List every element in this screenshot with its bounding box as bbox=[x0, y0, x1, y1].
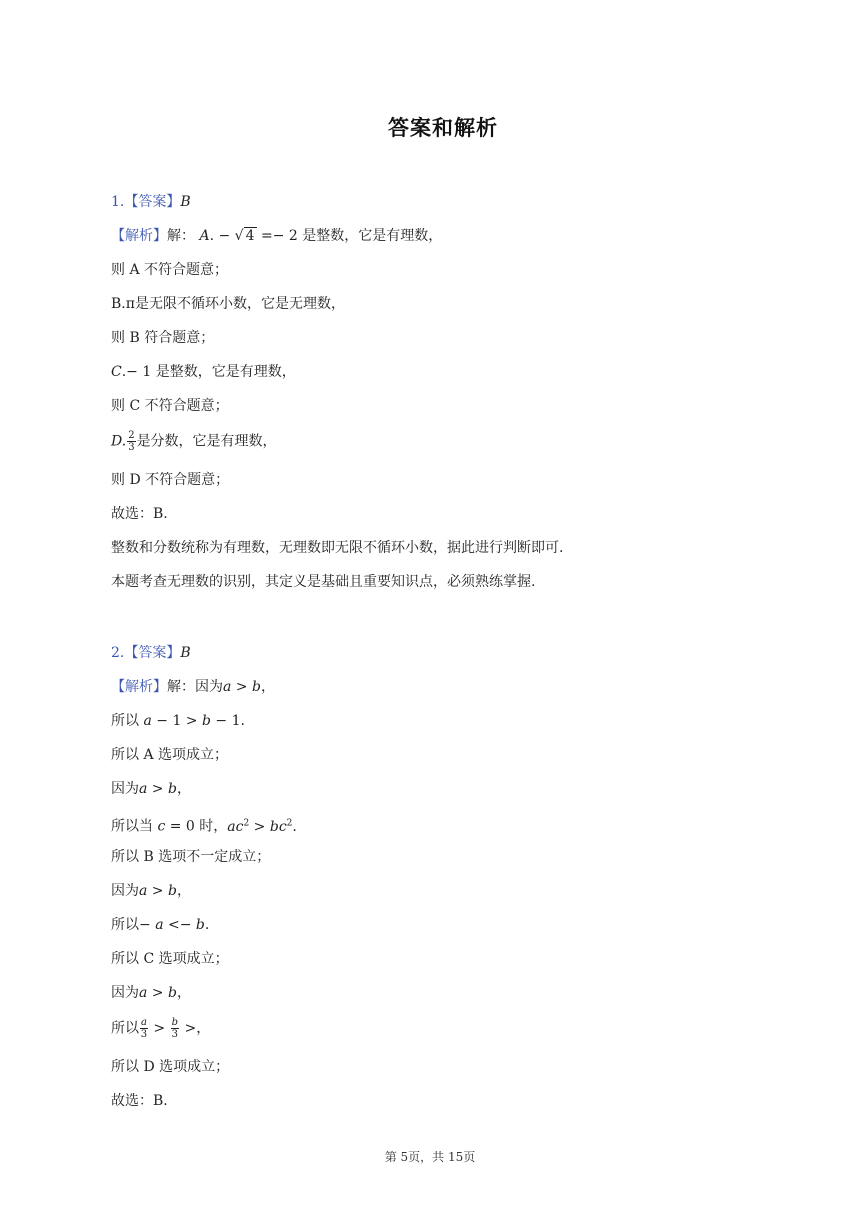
q1-answer-label: 1.【答案】 bbox=[111, 194, 181, 210]
q1-answer-value: B bbox=[180, 194, 191, 210]
q1-line-9: 故选：B. bbox=[111, 506, 168, 522]
q1-line-10: 整数和分数统称为有理数，无理数即无限不循环小数，据此进行判断即可. bbox=[111, 540, 564, 556]
q1-line-2: 则 A 不符合题意； bbox=[111, 262, 229, 278]
q2-formula-5b: $ac^2 > bc^2$. bbox=[227, 818, 297, 835]
q2-line-2: 所以 a − 1 > b − 1. bbox=[111, 713, 245, 729]
q1-analysis-label: 【解析】 bbox=[111, 228, 167, 244]
q1-answer-line bbox=[111, 192, 751, 226]
q2-line-11: 所以 $\frac{a}{3}$ > $\frac{b}{3}$ >， bbox=[111, 1017, 211, 1040]
q2-line-5: 所以当 c = 0 时，$ac^2 > bc^2$. bbox=[111, 818, 297, 835]
q1-line-3: B.π是无限不循环小数，它是无理数， bbox=[111, 296, 345, 312]
q1-line-4: 则 B 符合题意； bbox=[111, 330, 215, 346]
q2-fraction-a-3: $\frac{a}{3}$ bbox=[140, 1017, 148, 1040]
q2-line-3: 所以 A 选项成立； bbox=[111, 747, 229, 763]
q2-line-10: 因为a > b， bbox=[111, 985, 191, 1001]
q1-line-6: 则 C 不符合题意； bbox=[111, 398, 229, 414]
question-2 bbox=[111, 643, 751, 1125]
q2-answer-label: 2.【答案】 bbox=[111, 645, 181, 661]
q2-analysis-label: 【解析】 bbox=[111, 679, 167, 695]
q1-fraction-2-3: $\frac{2}{3}$ bbox=[128, 430, 135, 453]
q2-formula-2: a − 1 > b − 1. bbox=[143, 713, 245, 729]
q1-formula-d: D. bbox=[111, 433, 127, 450]
q2-formula-5a: c = 0 bbox=[157, 818, 200, 835]
q2-line-13: 故选：B. bbox=[111, 1093, 168, 1109]
q1-line-8: 则 D 不符合题意； bbox=[111, 472, 230, 488]
q2-analysis-intro: 解：因为 bbox=[167, 679, 223, 695]
q2-line-8: 所以− a <− b. bbox=[111, 917, 210, 933]
q2-line-12: 所以 D 选项成立； bbox=[111, 1059, 230, 1075]
q2-analysis-line-1 bbox=[111, 677, 751, 711]
q1-line-5 bbox=[111, 362, 751, 396]
q1-l7-text: 是分数，它是有理数， bbox=[136, 433, 277, 450]
q1-line-7 bbox=[111, 430, 751, 470]
q2-formula-4: a > b， bbox=[139, 781, 191, 797]
q2-answer-line bbox=[111, 643, 751, 677]
page-title: 答案和解析 bbox=[388, 116, 498, 140]
question-1 bbox=[111, 192, 751, 606]
q1-l5-text: 是整数，它是有理数， bbox=[155, 364, 296, 380]
q1-formula-a: A. − √ 4 =− 2 bbox=[199, 228, 303, 244]
q1-formula-c: C.− 1 bbox=[111, 364, 156, 380]
q2-answer-value: B bbox=[180, 645, 191, 661]
q1-analysis-line-1 bbox=[111, 226, 751, 260]
q2-formula-1: a > b， bbox=[223, 679, 275, 695]
q2-line-4: 因为a > b， bbox=[111, 781, 191, 797]
q1-line-11: 本题考查无理数的识别，其定义是基础且重要知识点，必须熟练掌握. bbox=[111, 574, 536, 590]
q2-formula-10: a > b， bbox=[139, 985, 191, 1001]
page-footer: 第 5页，共 15页 bbox=[384, 1150, 476, 1164]
q2-formula-8: − a <− b. bbox=[139, 917, 210, 933]
q2-line-9: 所以 C 选项成立； bbox=[111, 951, 229, 967]
q1-analysis-intro: 解： bbox=[167, 228, 195, 244]
q2-formula-7: a > b， bbox=[139, 883, 191, 899]
q2-fraction-b-3: $\frac{b}{3}$ bbox=[171, 1017, 179, 1040]
q2-line-7: 因为a > b， bbox=[111, 883, 191, 899]
q2-line-6: 所以 B 选项不一定成立； bbox=[111, 849, 271, 865]
q1-l1-text: 是整数，它是有理数， bbox=[302, 228, 443, 244]
